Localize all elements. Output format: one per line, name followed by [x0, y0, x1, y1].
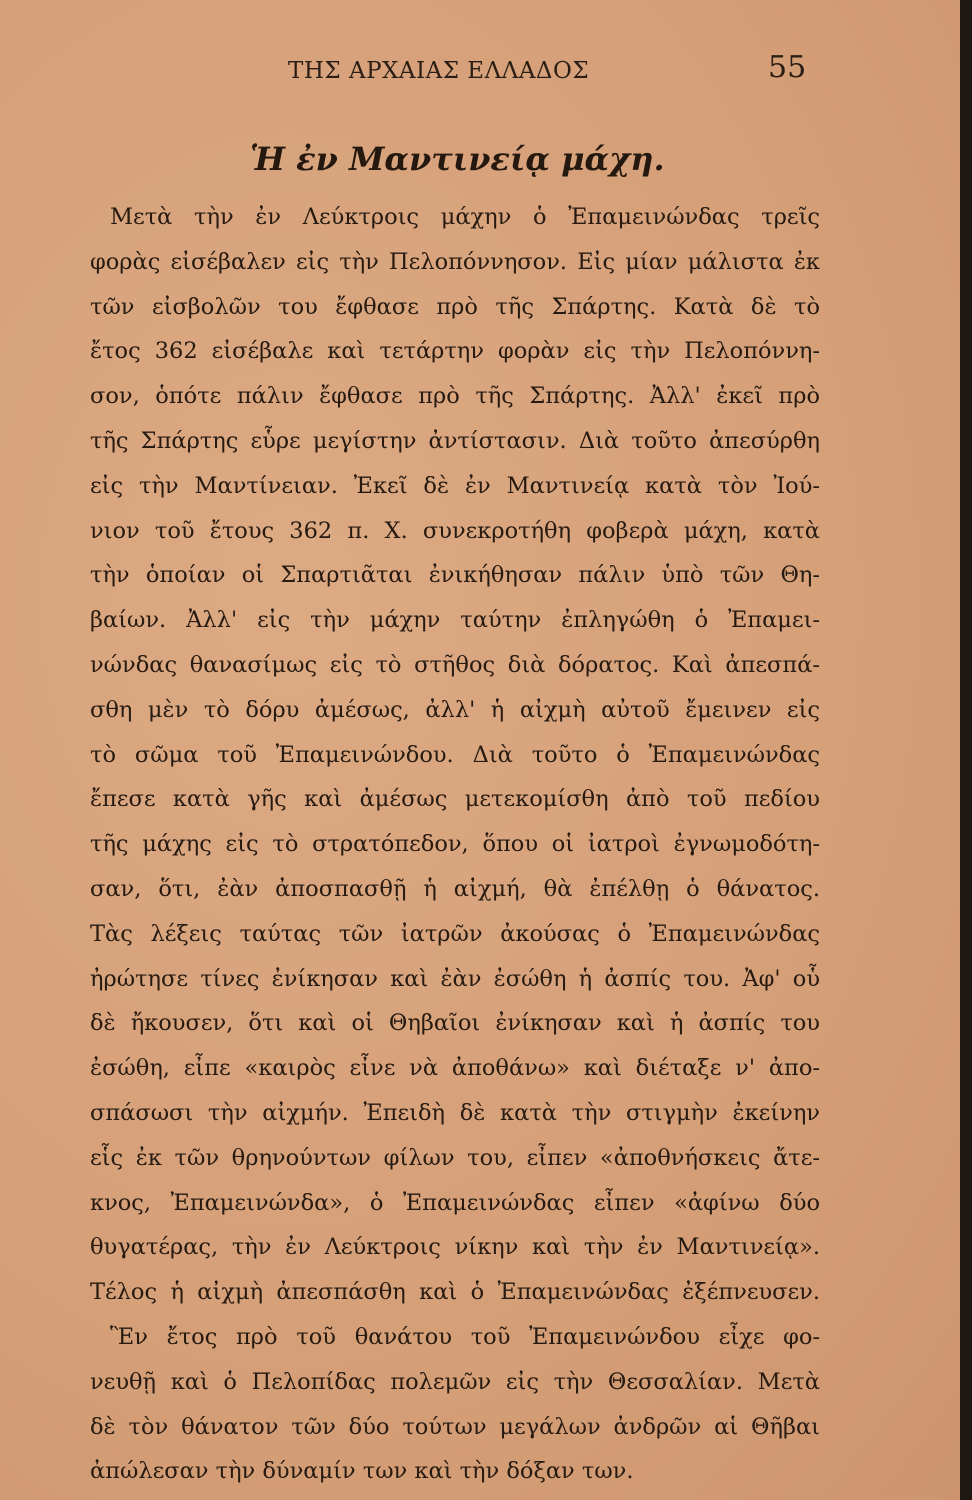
- text-line: σον, ὁπότε πάλιν ἔφθασε πρὸ τῆς Σπάρτης. Ἀλλ' ἐκεῖ πρὸ: [90, 383, 820, 410]
- running-title: ΤΗΣ ΑΡΧΑΙΑΣ ΕΛΛΑΔΟΣ: [288, 58, 590, 84]
- text-line: δὲ τὸν θάνατον τῶν δύο τούτων μεγάλων ἀνδρῶν αἱ Θῆβαι: [90, 1413, 820, 1440]
- text-line: νευθῇ καὶ ὁ Πελοπίδας πολεμῶν εἰς τὴν Θεσσαλίαν. Μετὰ: [90, 1368, 820, 1395]
- text-line: φορὰς εἰσέβαλεν εἰς τὴν Πελοπόννησον. Εἰς μίαν μάλιστα ἐκ: [90, 248, 820, 275]
- text-line: Τὰς λέξεις ταύτας τῶν ἰατρῶν ἀκούσας ὁ Ἐπαμεινώνδας: [90, 920, 820, 947]
- text-line: τῶν εἰσβολῶν του ἔφθασε πρὸ τῆς Σπάρτης. Κατὰ δὲ τὸ: [90, 293, 820, 320]
- text-line: δὲ ἤκουσεν, ὅτι καὶ οἱ Θηβαῖοι ἐνίκησαν καὶ ἡ ἀσπίς του: [90, 1010, 820, 1037]
- chapter-title: Ἡ ἐν Μαντινείᾳ μάχη.: [250, 140, 665, 178]
- text-line: τὸ σῶμα τοῦ Ἐπαμεινώνδου. Διὰ τοῦτο ὁ Ἐπαμεινώνδας: [90, 741, 820, 768]
- text-line: ἔπεσε κατὰ γῆς καὶ ἀμέσως μετεκομίσθη ἀπὸ τοῦ πεδίου: [90, 786, 820, 813]
- text-line: ἀπώλεσαν τὴν δύναμίν των καὶ τὴν δόξαν των.: [90, 1458, 634, 1485]
- text-line: κνος, Ἐπαμεινώνδα», ὁ Ἐπαμεινώνδας εἶπεν «ἀφίνω δύο: [90, 1189, 820, 1216]
- page-number: 55: [768, 50, 807, 85]
- text-line: ἐσώθη, εἶπε «καιρὸς εἶνε νὰ ἀποθάνω» καὶ διέταξε ν' ἀπο-: [90, 1055, 820, 1082]
- page-edge: [960, 0, 972, 1500]
- text-line: βαίων. Ἀλλ' εἰς τὴν μάχην ταύτην ἐπληγώθη ὁ Ἐπαμει-: [90, 607, 820, 634]
- body-text: [90, 195, 820, 1494]
- text-line: τῆς Σπάρτης εὗρε μεγίστην ἀντίστασιν. Διὰ τοῦτο ἀπεσύρθη: [90, 427, 820, 454]
- text-line: ἠρώτησε τίνες ἐνίκησαν καὶ ἐὰν ἐσώθη ἡ ἀσπίς του. Ἀφ' οὗ: [90, 965, 820, 992]
- text-line: σθη μὲν τὸ δόρυ ἀμέσως, ἀλλ' ἡ αἰχμὴ αὐτοῦ ἔμεινεν εἰς: [90, 696, 820, 723]
- text-line: εἰς τὴν Μαντίνειαν. Ἐκεῖ δὲ ἐν Μαντινείᾳ κατὰ τὸν Ἰού-: [90, 472, 820, 499]
- text-line: σαν, ὅτι, ἐὰν ἀποσπασθῇ ἡ αἰχμή, θὰ ἐπέλθῃ ὁ θάνατος.: [90, 875, 820, 902]
- text-line: ἔτος 362 εἰσέβαλε καὶ τετάρτην φορὰν εἰς τὴν Πελοπόννη-: [90, 338, 820, 365]
- text-line: Ἓν ἔτος πρὸ τοῦ θανάτου τοῦ Ἐπαμεινώνδου εἶχε φο-: [110, 1323, 820, 1350]
- text-line: Τέλος ἡ αἰχμὴ ἀπεσπάσθη καὶ ὁ Ἐπαμεινώνδας ἐξέπνευσεν.: [90, 1279, 820, 1306]
- text-line: τὴν ὁποίαν οἱ Σπαρτιᾶται ἐνικήθησαν πάλιν ὑπὸ τῶν Θη-: [90, 562, 820, 589]
- text-line: θυγατέρας, τὴν ἐν Λεύκτροις νίκην καὶ τὴν ἐν Μαντινείᾳ».: [90, 1234, 820, 1261]
- text-line: νιον τοῦ ἔτους 362 π. Χ. συνεκροτήθη φοβερὰ μάχη, κατὰ: [90, 517, 820, 544]
- text-line: τῆς μάχης εἰς τὸ στρατόπεδον, ὅπου οἱ ἰατροὶ ἐγνωμοδότη-: [90, 831, 820, 858]
- text-line: νώνδας θανασίμως εἰς τὸ στῆθος διὰ δόρατος. Καὶ ἀπεσπά-: [90, 651, 820, 678]
- text-line: εἷς ἐκ τῶν θρηνούντων φίλων του, εἶπεν «ἀποθνήσκεις ἄτε-: [90, 1144, 820, 1171]
- text-line: Μετὰ τὴν ἐν Λεύκτροις μάχην ὁ Ἐπαμεινώνδας τρεῖς: [110, 204, 820, 230]
- text-line: σπάσωσι τὴν αἰχμήν. Ἐπειδὴ δὲ κατὰ τὴν στιγμὴν ἐκείνην: [90, 1099, 820, 1126]
